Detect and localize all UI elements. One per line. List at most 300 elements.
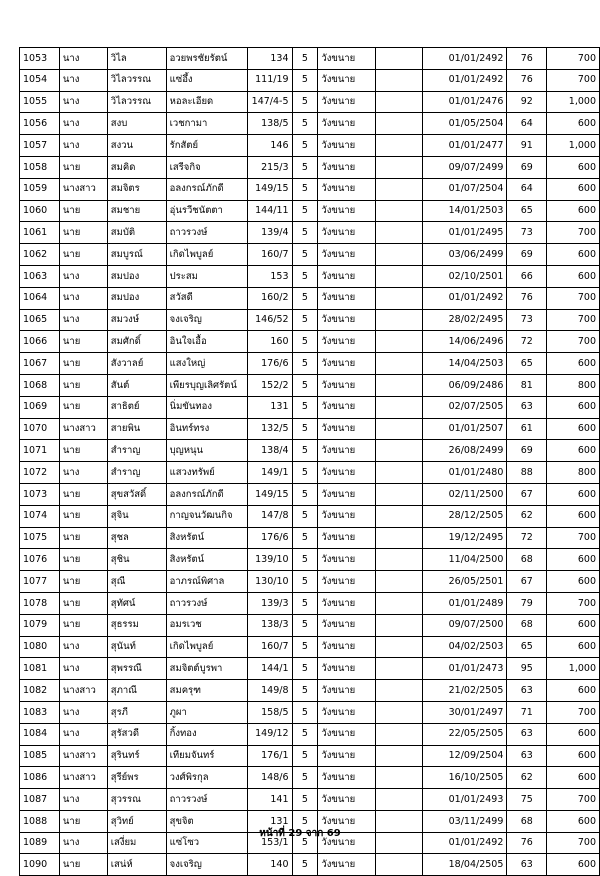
table-row: [20, 135, 600, 157]
cell-first-name: สมปอง: [107, 287, 166, 309]
cell-age: 68: [507, 614, 547, 636]
cell-amount: 600: [547, 265, 600, 287]
cell-title: นาง: [59, 701, 107, 723]
cell-last-name: หอละเอียด: [166, 91, 247, 113]
cell-seq-no: 1088: [20, 810, 60, 832]
cell-amount: 700: [547, 287, 600, 309]
cell-blank: [376, 440, 423, 462]
cell-birth-date: 09/07/2499: [422, 156, 507, 178]
cell-first-name: สุรีย์พร: [107, 767, 166, 789]
cell-blank: [376, 636, 423, 658]
cell-age: 63: [507, 723, 547, 745]
cell-title: นาง: [59, 789, 107, 811]
cell-seq-no: 1064: [20, 287, 60, 309]
cell-age: 68: [507, 810, 547, 832]
cell-title: นาง: [59, 69, 107, 91]
cell-birth-date: 28/12/2505: [422, 505, 507, 527]
cell-village: วังขนาย: [318, 135, 376, 157]
cell-last-name: อมรเวช: [166, 614, 247, 636]
cell-first-name: สมคิด: [107, 156, 166, 178]
cell-birth-date: 01/05/2504: [422, 113, 507, 135]
cell-house-no: 153/1: [247, 832, 292, 854]
cell-first-name: สุธรรม: [107, 614, 166, 636]
cell-house-no: 139/4: [247, 222, 292, 244]
cell-title: นาย: [59, 396, 107, 418]
cell-village: วังขนาย: [318, 614, 376, 636]
cell-title: นาย: [59, 156, 107, 178]
cell-house-no: 147/8: [247, 505, 292, 527]
cell-last-name: สมจิตต์บูรพา: [166, 658, 247, 680]
cell-moo: 5: [292, 222, 318, 244]
cell-blank: [376, 571, 423, 593]
cell-village: วังขนาย: [318, 462, 376, 484]
cell-title: นาย: [59, 592, 107, 614]
cell-amount: 600: [547, 156, 600, 178]
cell-age: 68: [507, 549, 547, 571]
cell-moo: 5: [292, 244, 318, 266]
table-row: [20, 440, 600, 462]
cell-seq-no: 1075: [20, 527, 60, 549]
cell-age: 61: [507, 418, 547, 440]
cell-moo: 5: [292, 789, 318, 811]
cell-last-name: ถาวรวงษ์: [166, 592, 247, 614]
cell-seq-no: 1084: [20, 723, 60, 745]
cell-last-name: รักสัตย์: [166, 135, 247, 157]
cell-village: วังขนาย: [318, 287, 376, 309]
cell-last-name: อวยพรชัยรัตน์: [166, 48, 247, 70]
cell-first-name: เสน่ห์: [107, 854, 166, 876]
cell-house-no: 140: [247, 854, 292, 876]
cell-age: 69: [507, 156, 547, 178]
cell-amount: 600: [547, 113, 600, 135]
cell-village: วังขนาย: [318, 767, 376, 789]
cell-birth-date: 21/02/2505: [422, 680, 507, 702]
cell-title: นาง: [59, 658, 107, 680]
cell-amount: 600: [547, 549, 600, 571]
cell-last-name: อินทร์ทรง: [166, 418, 247, 440]
cell-first-name: สันต์: [107, 374, 166, 396]
cell-age: 71: [507, 701, 547, 723]
cell-seq-no: 1057: [20, 135, 60, 157]
cell-amount: 600: [547, 571, 600, 593]
table-row: [20, 701, 600, 723]
cell-moo: 5: [292, 723, 318, 745]
cell-last-name: อลงกรณ์ภักดี: [166, 178, 247, 200]
cell-age: 69: [507, 440, 547, 462]
table-row: [20, 113, 600, 135]
cell-last-name: อุ่นรวีชนัตตา: [166, 200, 247, 222]
cell-birth-date: 04/02/2503: [422, 636, 507, 658]
cell-seq-no: 1060: [20, 200, 60, 222]
cell-moo: 5: [292, 91, 318, 113]
cell-house-no: 139/3: [247, 592, 292, 614]
cell-amount: 700: [547, 832, 600, 854]
cell-seq-no: 1065: [20, 309, 60, 331]
cell-birth-date: 01/01/2492: [422, 48, 507, 70]
cell-age: 69: [507, 244, 547, 266]
cell-amount: 600: [547, 244, 600, 266]
cell-last-name: เทียมจันทร์: [166, 745, 247, 767]
cell-village: วังขนาย: [318, 353, 376, 375]
cell-moo: 5: [292, 636, 318, 658]
cell-moo: 5: [292, 680, 318, 702]
cell-first-name: สมบัติ: [107, 222, 166, 244]
cell-seq-no: 1074: [20, 505, 60, 527]
table-row: [20, 287, 600, 309]
cell-title: นาง: [59, 91, 107, 113]
table-row: [20, 418, 600, 440]
cell-seq-no: 1054: [20, 69, 60, 91]
cell-seq-no: 1086: [20, 767, 60, 789]
cell-amount: 600: [547, 440, 600, 462]
cell-age: 65: [507, 353, 547, 375]
cell-age: 66: [507, 265, 547, 287]
cell-birth-date: 01/01/2492: [422, 69, 507, 91]
cell-village: วังขนาย: [318, 680, 376, 702]
cell-last-name: อาภรณ์พิศาล: [166, 571, 247, 593]
cell-age: 63: [507, 854, 547, 876]
cell-seq-no: 1070: [20, 418, 60, 440]
cell-blank: [376, 680, 423, 702]
cell-amount: 700: [547, 69, 600, 91]
cell-age: 63: [507, 745, 547, 767]
cell-birth-date: 28/02/2495: [422, 309, 507, 331]
cell-moo: 5: [292, 48, 318, 70]
cell-last-name: เพียรบุญเลิศรัตน์: [166, 374, 247, 396]
cell-birth-date: 26/08/2499: [422, 440, 507, 462]
cell-house-no: 144/1: [247, 658, 292, 680]
table-row: [20, 91, 600, 113]
cell-last-name: สุขจิต: [166, 810, 247, 832]
cell-last-name: แซ่โซว: [166, 832, 247, 854]
table-row: [20, 396, 600, 418]
cell-blank: [376, 483, 423, 505]
cell-age: 81: [507, 374, 547, 396]
cell-seq-no: 1079: [20, 614, 60, 636]
cell-moo: 5: [292, 549, 318, 571]
table-row: [20, 549, 600, 571]
cell-village: วังขนาย: [318, 745, 376, 767]
cell-village: วังขนาย: [318, 69, 376, 91]
cell-birth-date: 11/04/2500: [422, 549, 507, 571]
cell-blank: [376, 48, 423, 70]
cell-house-no: 138/5: [247, 113, 292, 135]
cell-amount: 700: [547, 527, 600, 549]
cell-amount: 600: [547, 178, 600, 200]
cell-village: วังขนาย: [318, 244, 376, 266]
cell-blank: [376, 135, 423, 157]
cell-moo: 5: [292, 614, 318, 636]
cell-first-name: สุจิน: [107, 505, 166, 527]
cell-seq-no: 1076: [20, 549, 60, 571]
cell-village: วังขนาย: [318, 592, 376, 614]
cell-age: 72: [507, 527, 547, 549]
table-row: [20, 854, 600, 876]
table-row: [20, 200, 600, 222]
cell-title: นาย: [59, 614, 107, 636]
cell-last-name: ประสม: [166, 265, 247, 287]
cell-blank: [376, 854, 423, 876]
cell-title: นาย: [59, 222, 107, 244]
cell-village: วังขนาย: [318, 810, 376, 832]
cell-house-no: 176/6: [247, 527, 292, 549]
cell-house-no: 160/7: [247, 244, 292, 266]
cell-moo: 5: [292, 592, 318, 614]
cell-house-no: 149/8: [247, 680, 292, 702]
table-row: [20, 592, 600, 614]
cell-last-name: แสงใหญ่: [166, 353, 247, 375]
cell-birth-date: 01/01/2489: [422, 592, 507, 614]
cell-village: วังขนาย: [318, 265, 376, 287]
cell-house-no: 160/2: [247, 287, 292, 309]
cell-house-no: 152/2: [247, 374, 292, 396]
table-row: [20, 505, 600, 527]
cell-amount: 600: [547, 614, 600, 636]
cell-last-name: สวัสดี: [166, 287, 247, 309]
cell-amount: 600: [547, 353, 600, 375]
cell-first-name: สุรภี: [107, 701, 166, 723]
cell-blank: [376, 527, 423, 549]
cell-title: นาย: [59, 331, 107, 353]
cell-birth-date: 19/12/2495: [422, 527, 507, 549]
cell-village: วังขนาย: [318, 854, 376, 876]
cell-last-name: แซ่อึ้ง: [166, 69, 247, 91]
cell-seq-no: 1082: [20, 680, 60, 702]
cell-title: นาง: [59, 636, 107, 658]
cell-last-name: วงศ์พิรกุล: [166, 767, 247, 789]
cell-title: นาย: [59, 483, 107, 505]
cell-title: นาย: [59, 549, 107, 571]
cell-birth-date: 02/07/2505: [422, 396, 507, 418]
cell-first-name: วิไล: [107, 48, 166, 70]
cell-amount: 600: [547, 483, 600, 505]
cell-house-no: 141: [247, 789, 292, 811]
cell-title: นาง: [59, 287, 107, 309]
cell-village: วังขนาย: [318, 48, 376, 70]
cell-blank: [376, 200, 423, 222]
cell-house-no: 147/4-5: [247, 91, 292, 113]
cell-house-no: 148/6: [247, 767, 292, 789]
cell-house-no: 144/11: [247, 200, 292, 222]
table-row: [20, 789, 600, 811]
cell-title: นาง: [59, 48, 107, 70]
cell-amount: 700: [547, 789, 600, 811]
cell-seq-no: 1087: [20, 789, 60, 811]
table-row: [20, 156, 600, 178]
cell-first-name: สุทัศน์: [107, 592, 166, 614]
cell-birth-date: 22/05/2505: [422, 723, 507, 745]
cell-blank: [376, 723, 423, 745]
cell-house-no: 132/5: [247, 418, 292, 440]
cell-birth-date: 01/01/2480: [422, 462, 507, 484]
cell-house-no: 160: [247, 331, 292, 353]
cell-title: นางสาว: [59, 418, 107, 440]
table-row: [20, 767, 600, 789]
cell-amount: 600: [547, 854, 600, 876]
cell-moo: 5: [292, 745, 318, 767]
cell-moo: 5: [292, 658, 318, 680]
cell-seq-no: 1090: [20, 854, 60, 876]
cell-birth-date: 02/10/2501: [422, 265, 507, 287]
cell-age: 75: [507, 789, 547, 811]
cell-birth-date: 16/10/2505: [422, 767, 507, 789]
cell-first-name: สงบ: [107, 113, 166, 135]
pension-table: [19, 47, 600, 876]
cell-house-no: 138/4: [247, 440, 292, 462]
table-row: [20, 48, 600, 70]
cell-birth-date: 18/04/2505: [422, 854, 507, 876]
cell-seq-no: 1053: [20, 48, 60, 70]
cell-village: วังขนาย: [318, 636, 376, 658]
cell-birth-date: 01/01/2492: [422, 287, 507, 309]
cell-blank: [376, 658, 423, 680]
cell-moo: 5: [292, 265, 318, 287]
cell-house-no: 149/15: [247, 483, 292, 505]
cell-title: นางสาว: [59, 745, 107, 767]
cell-seq-no: 1073: [20, 483, 60, 505]
cell-birth-date: 03/06/2499: [422, 244, 507, 266]
cell-village: วังขนาย: [318, 440, 376, 462]
cell-first-name: สำราญ: [107, 440, 166, 462]
table-body: [20, 48, 600, 876]
cell-first-name: สุชล: [107, 527, 166, 549]
cell-first-name: สุณี: [107, 571, 166, 593]
cell-age: 65: [507, 200, 547, 222]
cell-moo: 5: [292, 810, 318, 832]
cell-seq-no: 1085: [20, 745, 60, 767]
cell-village: วังขนาย: [318, 374, 376, 396]
cell-title: นาย: [59, 353, 107, 375]
cell-title: นาย: [59, 505, 107, 527]
table-row: [20, 374, 600, 396]
cell-amount: 600: [547, 745, 600, 767]
cell-title: นางสาว: [59, 680, 107, 702]
cell-seq-no: 1081: [20, 658, 60, 680]
table-row: [20, 483, 600, 505]
table-row: [20, 527, 600, 549]
cell-moo: 5: [292, 571, 318, 593]
cell-village: วังขนาย: [318, 178, 376, 200]
cell-seq-no: 1061: [20, 222, 60, 244]
table-row: [20, 462, 600, 484]
cell-first-name: สมปอง: [107, 265, 166, 287]
cell-last-name: นิ่มขันทอง: [166, 396, 247, 418]
cell-moo: 5: [292, 701, 318, 723]
cell-age: 63: [507, 680, 547, 702]
cell-house-no: 146: [247, 135, 292, 157]
table-row: [20, 353, 600, 375]
cell-age: 73: [507, 309, 547, 331]
cell-blank: [376, 614, 423, 636]
cell-age: 67: [507, 483, 547, 505]
cell-birth-date: 12/09/2504: [422, 745, 507, 767]
cell-birth-date: 09/07/2500: [422, 614, 507, 636]
cell-village: วังขนาย: [318, 156, 376, 178]
table-row: [20, 571, 600, 593]
cell-first-name: สมชาย: [107, 200, 166, 222]
cell-village: วังขนาย: [318, 309, 376, 331]
cell-house-no: 176/6: [247, 353, 292, 375]
cell-birth-date: 01/01/2507: [422, 418, 507, 440]
table-row: [20, 723, 600, 745]
cell-first-name: สังวาลย์: [107, 353, 166, 375]
cell-first-name: สุรัสวดี: [107, 723, 166, 745]
cell-amount: 600: [547, 396, 600, 418]
table-row: [20, 680, 600, 702]
cell-house-no: 149/12: [247, 723, 292, 745]
cell-moo: 5: [292, 113, 318, 135]
cell-first-name: สุภาณี: [107, 680, 166, 702]
cell-last-name: อินใจเอื้อ: [166, 331, 247, 353]
cell-last-name: เสรีจกิจ: [166, 156, 247, 178]
table-row: [20, 331, 600, 353]
cell-birth-date: 01/01/2492: [422, 832, 507, 854]
cell-house-no: 149/15: [247, 178, 292, 200]
table-row: [20, 636, 600, 658]
cell-seq-no: 1089: [20, 832, 60, 854]
cell-first-name: สุนันท์: [107, 636, 166, 658]
cell-village: วังขนาย: [318, 789, 376, 811]
table-row: [20, 745, 600, 767]
cell-age: 65: [507, 636, 547, 658]
cell-age: 76: [507, 48, 547, 70]
cell-title: นาง: [59, 462, 107, 484]
cell-amount: 600: [547, 810, 600, 832]
cell-moo: 5: [292, 483, 318, 505]
cell-village: วังขนาย: [318, 396, 376, 418]
cell-last-name: สมครุฑ: [166, 680, 247, 702]
cell-last-name: แสวงทรัพย์: [166, 462, 247, 484]
cell-village: วังขนาย: [318, 483, 376, 505]
cell-moo: 5: [292, 156, 318, 178]
cell-blank: [376, 244, 423, 266]
cell-title: นางสาว: [59, 767, 107, 789]
cell-first-name: สุพรรณี: [107, 658, 166, 680]
cell-house-no: 149/1: [247, 462, 292, 484]
cell-last-name: กาญจนวัฒนกิจ: [166, 505, 247, 527]
cell-village: วังขนาย: [318, 418, 376, 440]
cell-village: วังขนาย: [318, 505, 376, 527]
cell-birth-date: 14/04/2503: [422, 353, 507, 375]
table-row: [20, 309, 600, 331]
cell-blank: [376, 178, 423, 200]
cell-age: 64: [507, 178, 547, 200]
cell-blank: [376, 265, 423, 287]
cell-blank: [376, 113, 423, 135]
cell-village: วังขนาย: [318, 113, 376, 135]
cell-first-name: สุชิน: [107, 549, 166, 571]
cell-birth-date: 30/01/2497: [422, 701, 507, 723]
cell-age: 76: [507, 287, 547, 309]
cell-age: 79: [507, 592, 547, 614]
cell-title: นาง: [59, 135, 107, 157]
cell-age: 67: [507, 571, 547, 593]
cell-seq-no: 1063: [20, 265, 60, 287]
cell-village: วังขนาย: [318, 91, 376, 113]
cell-seq-no: 1066: [20, 331, 60, 353]
cell-last-name: สิงหรัตน์: [166, 527, 247, 549]
page-number: หน้าที่ 29 จาก 69: [259, 828, 341, 839]
cell-age: 63: [507, 396, 547, 418]
cell-house-no: 138/3: [247, 614, 292, 636]
cell-house-no: 131: [247, 810, 292, 832]
cell-moo: 5: [292, 287, 318, 309]
cell-blank: [376, 462, 423, 484]
cell-blank: [376, 309, 423, 331]
cell-first-name: สุรินทร์: [107, 745, 166, 767]
cell-first-name: วิไลวรรณ: [107, 69, 166, 91]
cell-moo: 5: [292, 353, 318, 375]
